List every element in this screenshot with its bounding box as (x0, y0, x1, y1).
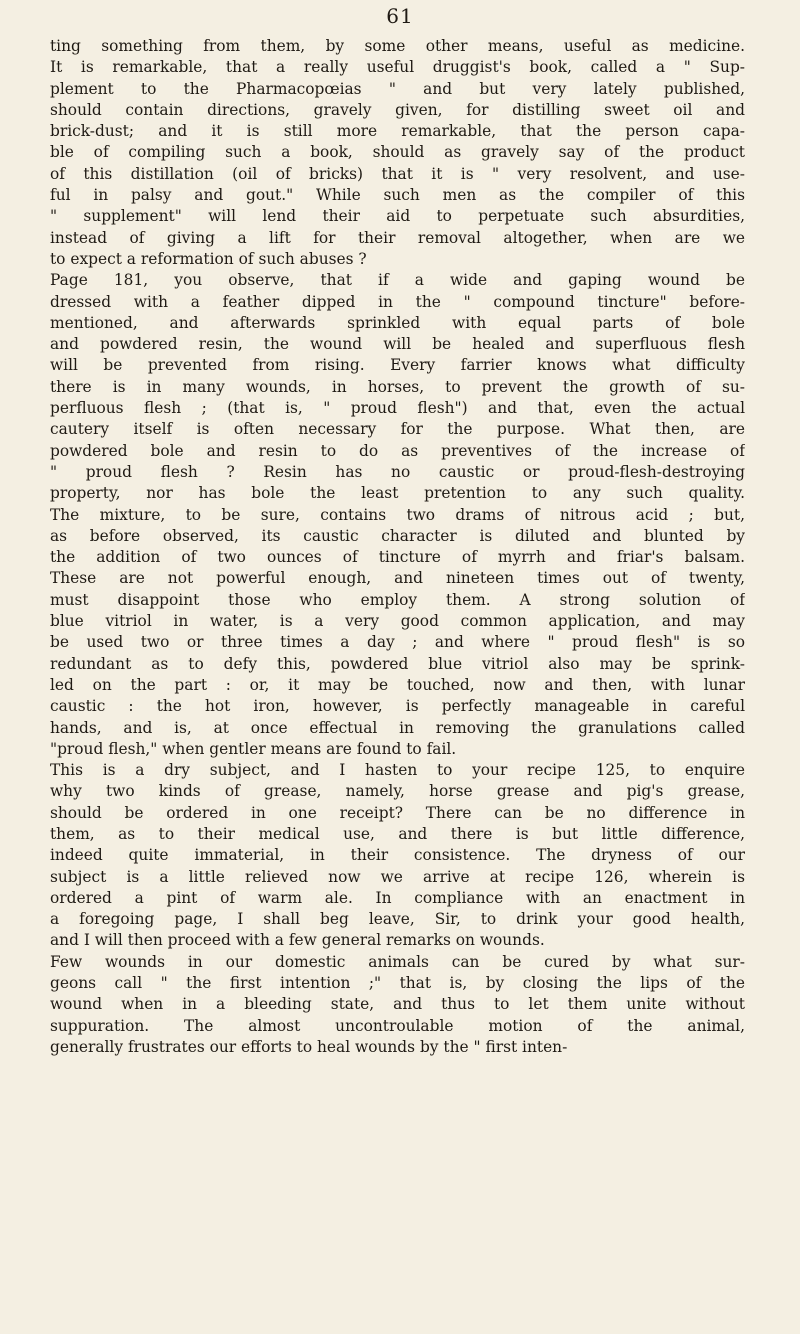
text-line: there is in many wounds, in horses, to prevent the growth of su- (50, 377, 745, 396)
text-line: of this distillation (oil of bricks) that it is " very resolvent, and use- (50, 164, 745, 183)
text-line: ble of compiling such a book, should as gravely say of the product (50, 143, 745, 162)
text-line: generally frustrates our efforts to heal wounds by the " first inten- (50, 1037, 568, 1056)
text-line: It is remarkable, that a really useful druggist's book, called a " Sup- (50, 58, 745, 77)
text-line: indeed quite immaterial, in their consistence. The dryness of our (50, 846, 745, 865)
text-line: cautery itself is often necessary for the purpose. What then, are (50, 420, 745, 439)
text-line: as before observed, its caustic character is diluted and blunted by (50, 526, 745, 545)
text-line: instead of giving a lift for their removal altogether, when are we (50, 228, 745, 247)
text-line: redundant as to defy this, powdered blue vitriol also may be sprink- (50, 654, 745, 673)
text-line: caustic : the hot iron, however, is perfectly manageable in careful (50, 697, 745, 716)
text-line: ordered a pint of warm ale. In compliance with an enactment in (50, 888, 745, 907)
text-line: hands, and is, at once effectual in removing the granulations called (50, 718, 745, 737)
text-line: Few wounds in our domestic animals can be cured by what sur- (50, 952, 745, 971)
text-line: blue vitriol in water, is a very good common application, and may (50, 612, 745, 631)
text-line: should be ordered in one receipt? There can be no difference in (50, 803, 745, 822)
text-line: "proud flesh," when gentler means are found to fail. (50, 739, 457, 758)
text-line: will be prevented from rising. Every farrier knows what difficulty (50, 356, 745, 375)
text-line: brick-dust; and it is still more remarkable, that the person capa- (50, 122, 745, 141)
text-line: wound when in a bleeding state, and thus to let them unite without (50, 995, 745, 1014)
page-number: 61 (386, 4, 414, 28)
text-line: suppuration. The almost uncontroulable motion of the animal, (50, 1016, 745, 1035)
text-line: to expect a reformation of such abuses ? (50, 249, 367, 268)
text-line: Page 181, you observe, that if a wide and gaping wound be (50, 271, 745, 290)
text-line: why two kinds of grease, namely, horse grease and pig's grease, (50, 782, 745, 801)
text-line: perfluous flesh ; (that is, " proud flesh") and that, even the actual (50, 399, 745, 418)
text-line: property, nor has bole the least pretention to any such quality. (50, 484, 745, 503)
text-line: " supplement" will lend their aid to perpetuate such absurdities, (50, 207, 745, 226)
text-line: should contain directions, gravely given, for distilling sweet oil and (50, 100, 745, 119)
text-line: and powdered resin, the wound will be healed and superfluous flesh (50, 335, 745, 354)
text-line: The mixture, to be sure, contains two drams of nitrous acid ; but, (50, 505, 745, 524)
text-line: ful in palsy and gout." While such men as the compiler of this (50, 186, 745, 205)
text-line: mentioned, and afterwards sprinkled with equal parts of bole (50, 313, 745, 332)
text-line: powdered bole and resin to do as preventives of the increase of (50, 441, 745, 460)
text-line: plement to the Pharmacopœias " and but very lately published, (50, 79, 745, 98)
text-line: dressed with a feather dipped in the " compound tincture" before- (50, 292, 745, 311)
text-line: This is a dry subject, and I hasten to your recipe 125, to enquire (50, 761, 745, 780)
text-line: and I will then proceed with a few general remarks on wounds. (50, 931, 545, 950)
text-line: must disappoint those who employ them. A strong solution of (50, 590, 745, 609)
text-line: " proud flesh ? Resin has no caustic or proud-flesh-destroying (50, 462, 745, 481)
text-line: These are not powerful enough, and nineteen times out of twenty, (50, 569, 745, 588)
text-line: subject is a little relieved now we arrive at recipe 126, wherein is (50, 867, 745, 886)
text-line: led on the part : or, it may be touched, now and then, with lunar (50, 675, 745, 694)
text-line: geons call " the first intention ;" that is, by closing the lips of the (50, 974, 745, 993)
text-line: them, as to their medical use, and there is but little difference, (50, 824, 745, 843)
body-text (50, 36, 745, 1058)
text-line: be used two or three times a day ; and where " proud flesh" is so (50, 633, 745, 652)
text-line: a foregoing page, I shall beg leave, Sir, to drink your good health, (50, 910, 745, 929)
text-line: the addition of two ounces of tincture of myrrh and friar's balsam. (50, 548, 745, 567)
text-line: ting something from them, by some other means, useful as medicine. (50, 37, 745, 55)
